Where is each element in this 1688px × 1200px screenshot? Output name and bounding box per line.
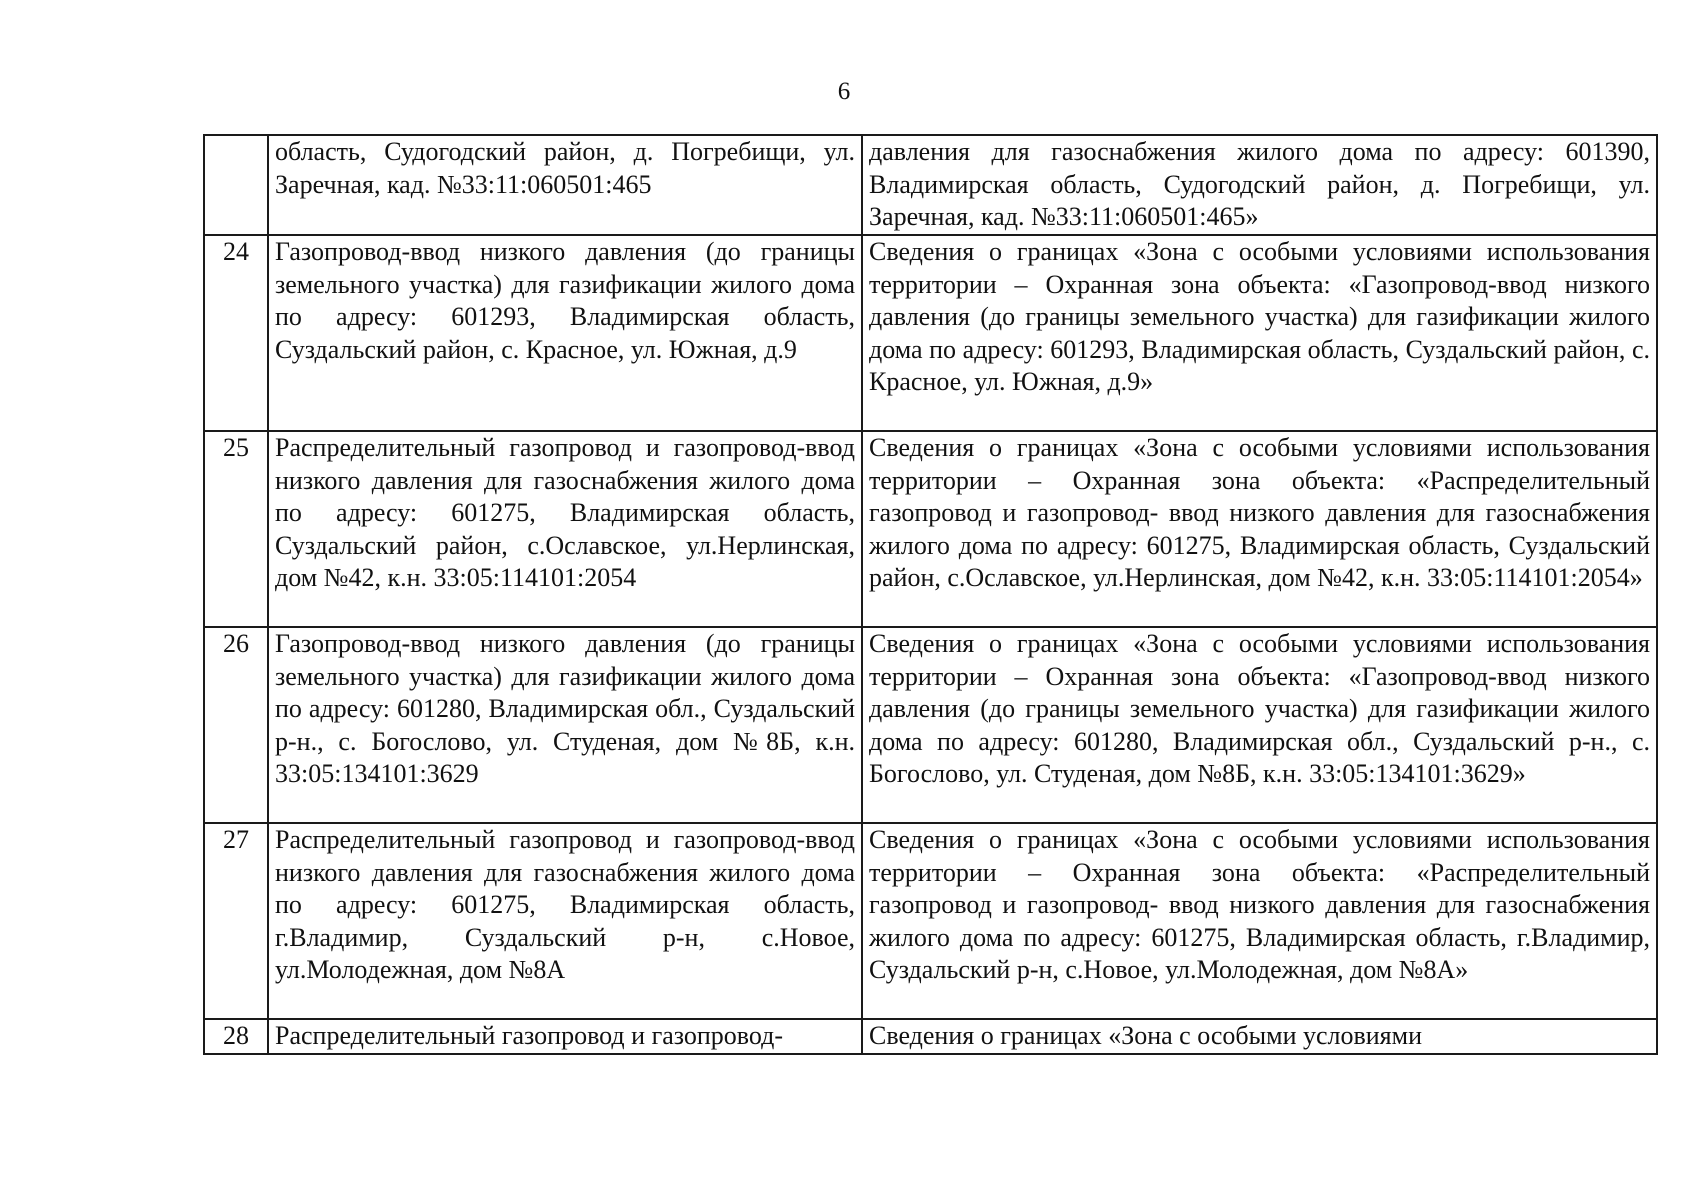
- zone-info: Сведения о границах «Зона с особыми условиями использования территории – Охранная зона объекта: «Распределительный газопровод и газопровод- ввод низкого давления для газоснабжения жилого дома по адресу: 601275, Владимирская область, г.Владимир, Суздальский р-н, с.Новое, ул.Молодежная, дом №8А»: [862, 823, 1657, 1019]
- zones-table: [203, 134, 1658, 1055]
- zone-info: Сведения о границах «Зона с особыми условиями использования территории – Охранная зона объекта: «Газопровод-ввод низкого давления (до границы земельного участка) для газификации жилого дома по адресу: 601280, Владимирская обл., Суздальский р-н., с. Богослово, ул. Студеная, дом №8Б, к.н. 33:05:134101:3629»: [862, 627, 1657, 823]
- row-number: 26: [204, 627, 268, 823]
- table-row: [204, 1019, 1657, 1054]
- row-number: 28: [204, 1019, 268, 1054]
- object-description: Распределительный газопровод и газопровод-ввод низкого давления для газоснабжения жилого дома по адресу: 601275, Владимирская область, Суздальский район, с.Ославское, ул.Нерлинская, дом №42, к.н. 33:05:114101:2054: [268, 431, 862, 627]
- table-row: [204, 823, 1657, 1019]
- object-description: Распределительный газопровод и газопровод-ввод низкого давления для газоснабжения жилого дома по адресу: 601275, Владимирская область, г.Владимир, Суздальский р-н, с.Новое, ул.Молодежная, дом №8А: [268, 823, 862, 1019]
- row-number: 27: [204, 823, 268, 1019]
- zone-info: Сведения о границах «Зона с особыми условиями использования территории – Охранная зона объекта: «Газопровод-ввод низкого давления (до границы земельного участка) для газификации жилого дома по адресу: 601293, Владимирская область, Суздальский район, с. Красное, ул. Южная, д.9»: [862, 235, 1657, 431]
- row-number: 25: [204, 431, 268, 627]
- zone-info: Сведения о границах «Зона с особыми условиями: [862, 1019, 1657, 1054]
- table-row: [204, 627, 1657, 823]
- object-description: Распределительный газопровод и газопровод-: [268, 1019, 862, 1054]
- zone-info: Сведения о границах «Зона с особыми условиями использования территории – Охранная зона объекта: «Распределительный газопровод и газопровод- ввод низкого давления для газоснабжения жилого дома по адресу: 601275, Владимирская область, Суздальский район, с.Ославское, ул.Нерлинская, дом №42, к.н. 33:05:114101:2054»: [862, 431, 1657, 627]
- table-row: [204, 235, 1657, 431]
- table-row: [204, 431, 1657, 627]
- table-row: [204, 135, 1657, 235]
- object-description: Газопровод-ввод низкого давления (до границы земельного участка) для газификации жилого дома по адресу: 601293, Владимирская область, Суздальский район, с. Красное, ул. Южная, д.9: [268, 235, 862, 431]
- zone-info: давления для газоснабжения жилого дома по адресу: 601390, Владимирская область, Судогодский район, д. Погребищи, ул. Заречная, кад. №33:11:060501:465»: [862, 135, 1657, 235]
- object-description: Газопровод-ввод низкого давления (до границы земельного участка) для газификации жилого дома по адресу: 601280, Владимирская обл., Суздальский р-н., с. Богослово, ул. Студеная, дом №8Б, к.н. 33:05:134101:3629: [268, 627, 862, 823]
- row-number: [204, 135, 268, 235]
- row-number: 24: [204, 235, 268, 431]
- page-number: 6: [837, 78, 851, 105]
- object-description: область, Судогодский район, д. Погребищи, ул. Заречная, кад. №33:11:060501:465: [268, 135, 862, 235]
